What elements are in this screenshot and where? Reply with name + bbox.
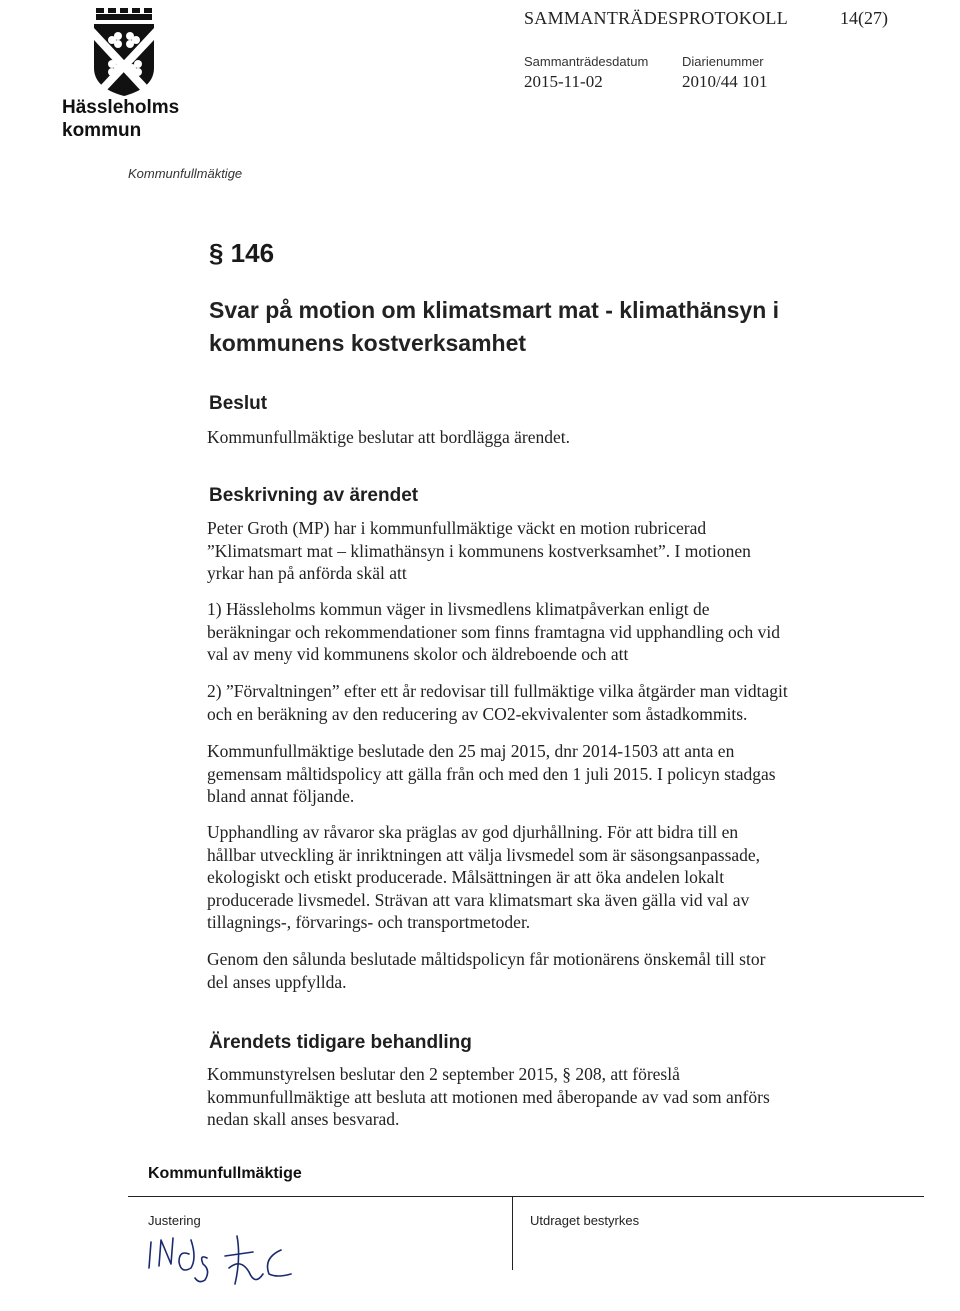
text-line: Kommunfullmäktige beslutar att bordlägga ärendet. <box>207 427 571 447</box>
text-line: ekologiskt och etiskt producerade. Målsättningen är att öka andelen lokalt <box>207 867 725 887</box>
footer-divider <box>128 1196 924 1197</box>
date-value: 2015-11-02 <box>524 72 603 91</box>
beslut-heading: Beslut <box>209 393 268 414</box>
footer-column-divider <box>512 1196 513 1270</box>
date-label: Sammanträdesdatum <box>524 54 649 69</box>
diary-value: 2010/44 101 <box>682 72 768 91</box>
text-line: del anses uppfyllda. <box>207 971 347 992</box>
tidigare-text <box>207 1063 847 1131</box>
text-line: kommunfullmäktige att besluta att motionen med åberopande av vad som anförs <box>207 1086 770 1107</box>
text-line: Peter Groth (MP) har i kommunfullmäktige väckt en motion rubricerad <box>207 518 707 538</box>
municipality-line1: Hässleholms <box>62 97 180 118</box>
tidigare-heading: Ärendets tidigare behandling <box>209 1032 472 1053</box>
diary-label: Diarienummer <box>682 54 764 69</box>
text-line: tillagnings-, förvarings- och transportmetoder. <box>207 912 531 932</box>
point-1 <box>207 598 847 666</box>
text-line: hållbar utveckling är inriktningen att välja livsmedel som är säsongsanpassade, <box>207 844 761 865</box>
signature-initials <box>145 1228 315 1292</box>
footer-title: Kommunfullmäktige <box>148 1165 302 1182</box>
text-line: 1) Hässleholms kommun väger in livsmedlens klimatpåverkan enligt de <box>207 599 710 619</box>
policy-text <box>207 740 847 808</box>
section-title-line: Svar på motion om klimatsmart mat - klimathänsyn i <box>209 297 780 323</box>
beskrivning-text <box>207 517 847 585</box>
text-line: Kommunstyrelsen beslutar den 2 september 2015, § 208, att föreslå <box>207 1064 680 1084</box>
text-line: beräkningar och rekommendationer som finns framtagna vid upphandling och vid <box>207 621 780 642</box>
justering-label: Justering <box>148 1213 201 1228</box>
municipality-name <box>62 96 212 142</box>
text-line: och en beräkning av den reducering av CO2-ekvivalenter som åstadkommits. <box>207 703 748 724</box>
text-line: yrkar han på anförda skäl att <box>207 563 407 583</box>
body-name: Kommunfullmäktige <box>128 166 243 181</box>
text-line: ”Klimatsmart mat – klimathänsyn i kommunens kostverksamhet”. I motionen <box>207 540 751 561</box>
text-line: Upphandling av råvaror ska präglas av god djurhållning. För att bidra till en <box>207 822 739 842</box>
text-line: producerade livsmedel. Strävan att vara klimatsmart ska även gälla vid val av <box>207 889 750 910</box>
section-title <box>209 294 849 360</box>
text-line: Genom den sålunda beslutade måltidspolicyn får motionärens önskemål till stor <box>207 949 766 969</box>
document-type: SAMMANTRÄDESPROTOKOLL <box>524 8 788 28</box>
paragraph-number: § 146 <box>209 238 275 268</box>
municipality-line2: kommun <box>62 120 142 141</box>
point-2 <box>207 680 847 725</box>
text-line: gemensam måltidspolicy att gälla från och med den 1 juli 2015. I policyn stadgas <box>207 763 776 784</box>
beslut-text <box>207 426 847 449</box>
page-number: 14(27) <box>840 8 888 28</box>
text-line: val av meny vid kommunens skolor och äldreboende och att <box>207 644 629 664</box>
text-line: bland annat följande. <box>207 786 355 806</box>
beskrivning-heading: Beskrivning av ärendet <box>209 485 419 506</box>
text-line: Kommunfullmäktige beslutade den 25 maj 2015, dnr 2014-1503 att anta en <box>207 741 735 761</box>
section-title-line: kommunens kostverksamhet <box>209 330 527 356</box>
policy-quote <box>207 821 847 934</box>
coat-of-arms-icon <box>88 6 160 98</box>
text-line: nedan skall anses besvarad. <box>207 1109 400 1129</box>
conclusion-text <box>207 948 847 993</box>
utdrag-label: Utdraget bestyrkes <box>530 1213 640 1228</box>
text-line: 2) ”Förvaltningen” efter ett år redovisar till fullmäktige vilka åtgärder man vidtagit <box>207 681 788 701</box>
